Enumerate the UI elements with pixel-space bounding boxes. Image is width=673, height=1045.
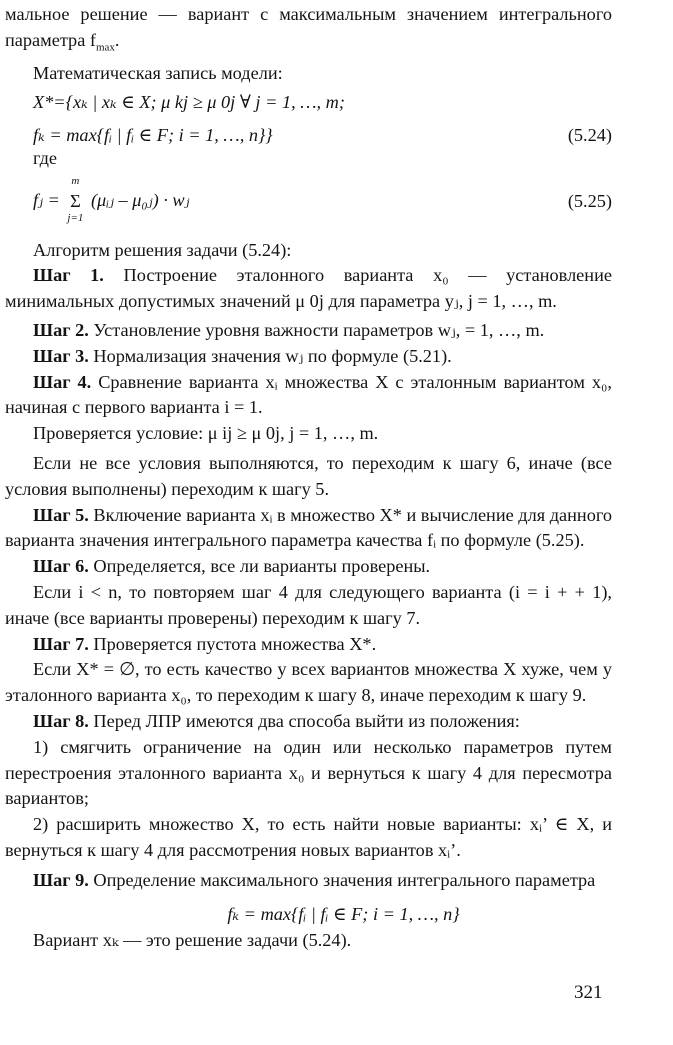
formula-5-25: fⱼ = m Σ j=1 (μᵢⱼ – μ₀ⱼ) · wⱼ (5.25) — [33, 174, 612, 224]
final-formula: fₖ = max{fᵢ | fᵢ ∈ F; i = 1, …, n} — [227, 903, 460, 924]
step-4: Шаг 4. Сравнение варианта xᵢ множества X с эталонным вариантом x₀, начиная с первого варианта i = 1. — [5, 371, 612, 418]
step-1: Шаг 1. Построение эталонного варианта x₀ — установление минимальных допустимых значений μ 0j для параметра yⱼ, j = 1, …, m. — [5, 265, 612, 312]
algorithm-title: Алгоритм решения задачи (5.24): — [33, 239, 292, 260]
option-1: 1) смягчить ограничение на один или несколько параметров путем перестроения эталонного варианта x₀ и вернуться к шагу 4 для пересмотра вариантов; — [5, 736, 612, 809]
formula-5-24: fₖ = max{fᵢ | fᵢ ∈ F; i = 1, …, n}} (5.24) — [5, 120, 612, 150]
step-2: Шаг 2. Установление уровня важности параметров wⱼ, = 1, …, m. — [33, 320, 545, 341]
sum-sign: m Σ j=1 — [67, 174, 84, 224]
step-5: Шаг 5. Включение варианта xᵢ в множество X* и вычисление для данного варианта значения интегрального параметра качества fᵢ по формуле (5.25). — [5, 504, 613, 551]
math-model-label: Математическая запись модели: — [33, 63, 283, 84]
step-3: Шаг 3. Нормализация значения wⱼ по формуле (5.21). — [33, 345, 452, 366]
page-number: 321 — [574, 982, 603, 1003]
formula-number: (5.25) — [567, 190, 612, 211]
if-not-all-paragraph: Если не все условия выполняются, то переходим к шагу 6, иначе (все условия выполнены) переходим к шагу 5. — [5, 453, 612, 499]
check-condition: Проверяется условие: μ ij ≥ μ 0j, j = 1, …, m. — [33, 423, 379, 444]
if-i-less-n-paragraph: Если i < n, то повторяем шаг 4 для следующего варианта (i = i + + 1), иначе (все варианты проверены) переходим к шагу 7. — [5, 582, 612, 628]
final-sentence: Вариант xₖ — это решение задачи (5.24). — [33, 929, 352, 950]
step-9: Шаг 9. Определение максимального значения интегрального параметра — [33, 869, 596, 890]
where-label: где — [33, 147, 58, 168]
page-body — [5, 2, 612, 953]
step-8: Шаг 8. Перед ЛПР имеются два способа выйти из положения: — [33, 710, 520, 731]
x-star-definition: X*={xₖ | xₖ ∈ X; μ kj ≥ μ 0j ∀ j = 1, …, m; — [33, 92, 345, 113]
formula-number: (5.24) — [567, 124, 612, 145]
step-7: Шаг 7. Проверяется пустота множества X*. — [33, 633, 377, 654]
intro-paragraph: мальное решение — вариант с максимальным значением интегрального параметра $f_{max}$. — [5, 4, 612, 54]
if-empty-paragraph: Если X* = ∅, то есть качество у всех вариантов множества X хуже, чем у эталонного варианта x₀, то переходим к шагу 8, иначе переходим к шагу 9. — [5, 659, 612, 706]
option-2: 2) расширить множество X, то есть найти новые варианты: xᵢ’ ∈ X, и вернуться к шагу 4 для рассмотрения новых вариантов xᵢ’. — [5, 814, 612, 860]
step-6: Шаг 6. Определяется, все ли варианты проверены. — [33, 556, 431, 577]
